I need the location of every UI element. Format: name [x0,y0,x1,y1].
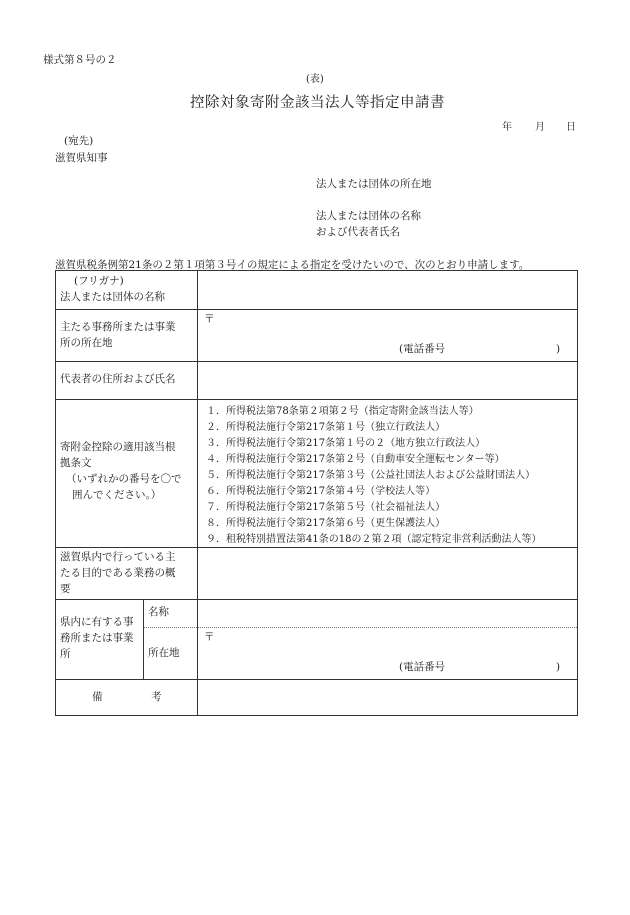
remarks-field[interactable] [199,681,576,714]
row-divider [56,399,577,400]
local-office-name-label: 名称 [148,606,169,618]
row-divider [56,309,577,310]
row-divider [56,361,577,362]
local-office-location-field[interactable] [199,629,576,678]
office-postal-mark: 〒 [204,313,215,325]
representative-label: 代表者の住所および氏名 [60,373,176,385]
office-label-line1: 主たる事務所または事業 [60,321,176,333]
local-office-phone-label: (電話番号 [399,661,446,673]
provision-option-2[interactable]: ２．所得税法施行令第217条第１号（独立行政法人） [206,422,446,433]
business-summary-field[interactable] [199,549,576,598]
applicant-representative-label: および代表者氏名 [316,226,400,238]
local-office-label-line2: 務所または事業 [60,632,134,644]
org-name-label: 法人または団体の名称 [60,291,165,303]
applicant-address-label: 法人または団体の所在地 [316,178,432,190]
business-label-line2: たる目的である業務の概 [60,567,176,579]
provision-label-line1: 寄附金控除の適用該当根 [60,441,176,453]
provision-label-line2: 拠条文 [60,457,92,469]
provision-option-8[interactable]: ８．所得税法施行令第217条第６号（更生保護法人） [206,518,446,529]
form-side-label: (表) [306,74,324,85]
provision-option-7[interactable]: ７．所得税法施行令第217条第５号（社会福祉法人） [206,502,446,513]
intro-statement: 滋賀県税条例第21条の２第１項第３号イの規定による指定を受けたいので、次のとおり申請します。 [55,259,530,271]
provision-option-6[interactable]: ６．所得税法施行令第217条第４号（学校法人等） [206,486,436,497]
dotted-divider [143,627,577,628]
form-number: 様式第８号の２ [43,54,117,66]
local-office-label-line3: 所 [60,648,71,660]
office-phone-label: (電話番号 [399,343,446,355]
provision-option-3[interactable]: ３．所得税法施行令第217条第１号の２（地方独立行政法人） [206,438,486,449]
business-label-line3: 要 [60,583,71,595]
local-office-location-label: 所在地 [148,647,180,659]
row-divider [56,599,577,600]
provision-label-line3: （いずれかの番号を〇で [66,473,182,485]
furigana-label: (フリガナ) [74,275,124,287]
document-title: 控除対象寄附金該当法人等指定申請書 [190,95,445,111]
office-address-field[interactable] [199,311,576,360]
office-label-line2: 所の所在地 [60,337,113,349]
org-name-field[interactable] [199,272,576,308]
date-day[interactable]: 日 [566,122,576,133]
provision-option-5[interactable]: ５．所得税法施行令第217条第３号（公益社団法人および公益財団法人） [206,470,536,481]
provision-option-4[interactable]: ４．所得税法施行令第217条第２号（自動車安全運転センター等） [206,454,505,465]
remarks-label-char1: 備 [92,691,103,703]
column-divider [197,271,198,715]
local-office-label-line1: 県内に有する事 [60,616,134,628]
provision-option-1[interactable]: １．所得税法第78条第２項第２号（指定寄附金該当法人等） [206,406,479,417]
date-year[interactable]: 年 [502,122,512,133]
application-form-table [55,270,578,716]
remarks-label-char2: 考 [151,691,162,703]
applicant-name-label: 法人または団体の名称 [316,210,421,222]
representative-field[interactable] [199,363,576,398]
date-month[interactable]: 月 [535,122,545,133]
provision-option-9[interactable]: ９．租税特別措置法第41条の18の２第２項（認定特定非営利活動法人等） [206,534,542,545]
office-phone-close: ) [556,343,561,355]
provision-label-line4: 囲んでください。） [72,489,162,501]
row-divider [56,547,577,548]
addressee-label: (宛先) [64,135,94,147]
addressee-name: 滋賀県知事 [55,152,108,164]
column-divider [143,599,144,679]
local-office-postal-mark: 〒 [204,631,215,643]
business-label-line1: 滋賀県内で行っている主 [60,551,176,563]
row-divider [56,679,577,680]
local-office-phone-close: ) [556,661,561,673]
local-office-name-field[interactable] [199,601,576,626]
